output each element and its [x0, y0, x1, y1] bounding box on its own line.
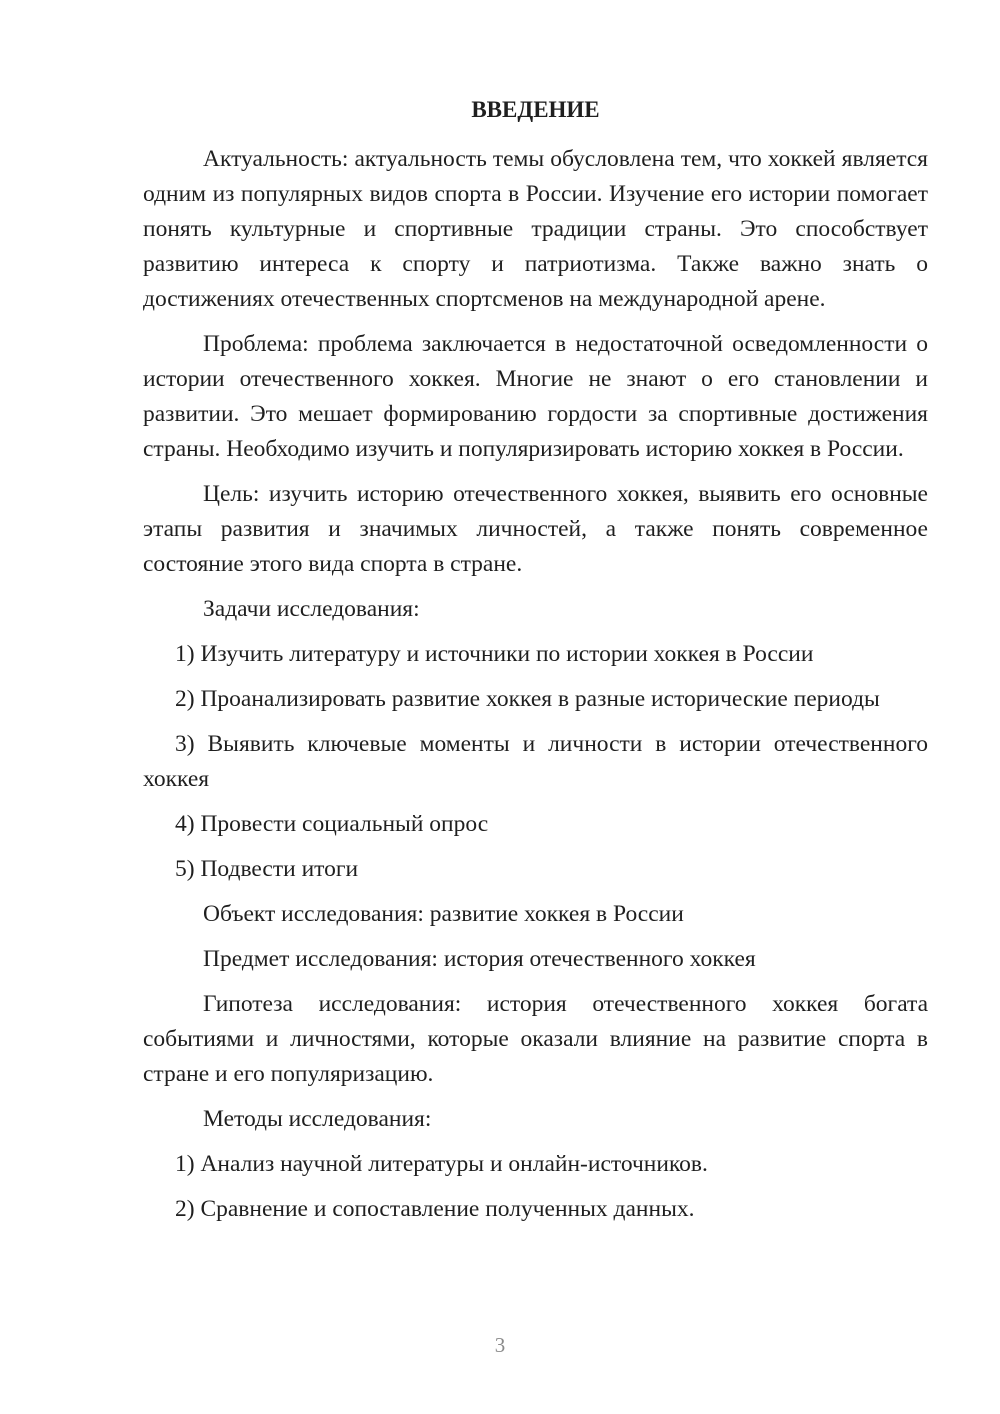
task-item-3: 3) Выявить ключевые моменты и личности в истории отечественного хоккея: [143, 731, 928, 792]
task-item-5: 5) Подвести итоги: [175, 856, 359, 882]
methods-heading: Методы исследования:: [203, 1106, 432, 1132]
subject-line: Предмет исследования: история отечественного хоккея: [203, 946, 756, 972]
method-item-1: 1) Анализ научной литературы и онлайн-источников.: [175, 1151, 708, 1177]
goal-paragraph: Цель: изучить историю отечественного хоккея, выявить его основные этапы развития и значимых личностей, а также понять современное состояние этого вида спорта в стране.: [143, 481, 928, 577]
page-number: 3: [494, 1333, 506, 1357]
task-item-2: 2) Проанализировать развитие хоккея в разные исторические периоды: [175, 686, 880, 712]
problem-paragraph: Проблема: проблема заключается в недостаточной осведомленности о истории отечественного хоккея. Многие не знают о его становлении и развитии. Это мешает формированию гордости за спортивные достижения страны. Необходимо изучить и популяризировать историю хоккея в России.: [143, 331, 928, 462]
tasks-heading: Задачи исследования:: [203, 596, 420, 622]
method-item-2: 2) Сравнение и сопоставление полученных данных.: [175, 1196, 695, 1222]
object-line: Объект исследования: развитие хоккея в России: [203, 901, 684, 927]
relevance-paragraph: Актуальность: актуальность темы обусловлена тем, что хоккей является одним из популярных видов спорта в России. Изучение его истории помогает понять культурные и спортивные традиции страны. Это способствует развитию интереса к спорту и патриотизма. Также важно знать о достижениях отечественных спортсменов на международной арене.: [143, 146, 928, 312]
document-page: [143, 92, 928, 1237]
task-item-4: 4) Провести социальный опрос: [175, 811, 489, 837]
task-item-1: 1) Изучить литературу и источники по истории хоккея в России: [175, 641, 814, 667]
hypothesis-paragraph: Гипотеза исследования: история отечественного хоккея богата событиями и личностями, которые оказали влияние на развитие спорта в стране и его популяризацию.: [143, 991, 928, 1087]
section-title: ВВЕДЕНИЕ: [471, 97, 600, 122]
